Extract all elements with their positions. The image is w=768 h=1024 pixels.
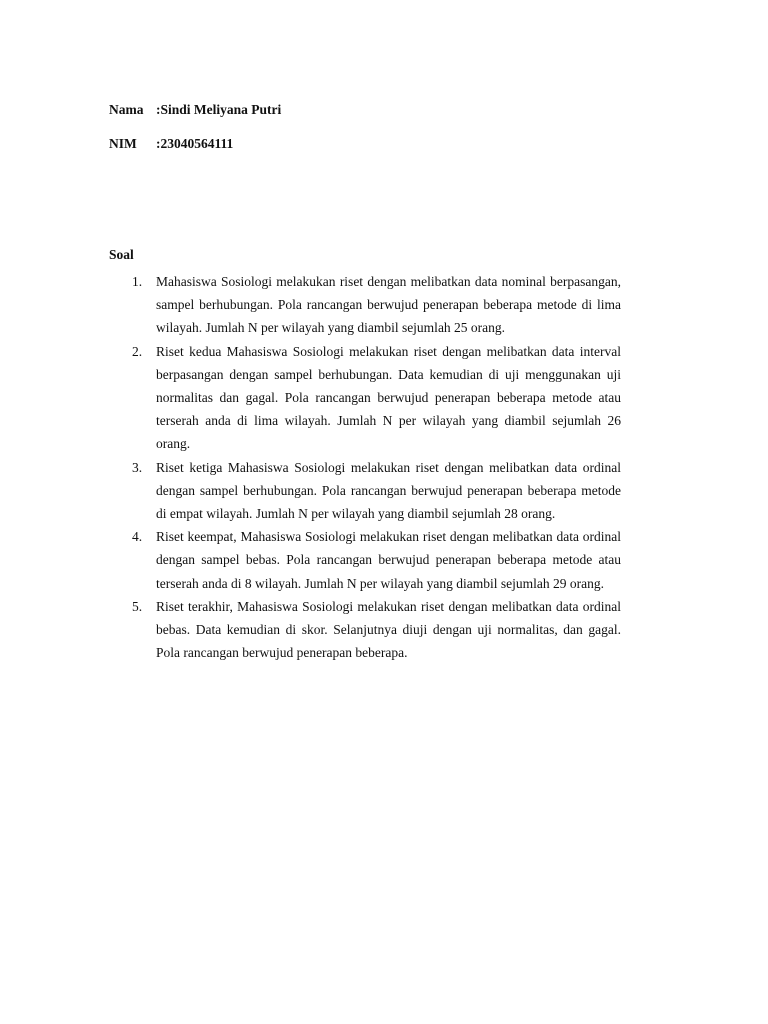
question-number: 3. xyxy=(132,459,143,475)
question-item xyxy=(109,340,621,456)
name-label: Nama xyxy=(109,102,144,117)
question-item xyxy=(109,525,621,595)
question-number: 1. xyxy=(132,274,143,289)
nim-value: :23040564111 xyxy=(156,136,234,151)
question-text: Riset kedua Mahasiswa Sosiologi melakukan riset dengan melibatkan data interval berpasangan dengan sampel berhubungan. Data kemudian di uji menggunakan uji normalitas dan gagal. Pola rancangan berwujud penerapan beberapa metode atau terserah anda di lima wilayah. Jumlah N per wilayah yang diambil sejumlah 26 orang. xyxy=(156,343,621,452)
question-item xyxy=(109,270,621,340)
question-text: Mahasiswa Sosiologi melakukan riset dengan melibatkan data nominal berpasangan, sampel berhubungan. Pola rancangan berwujud penerapan beberapa metode di lima wilayah. Jumlah N per wilayah yang diambil sejumlah 25 orang. xyxy=(156,274,621,336)
nim-label: NIM xyxy=(109,136,137,151)
question-text: Riset keempat, Mahasiswa Sosiologi melakukan riset dengan melibatkan data ordinal dengan sampel bebas. Pola rancangan berwujud penerapan beberapa metode atau terserah anda di 8 wilayah. Jumlah N per wilayah yang diambil sejumlah 29 orang. xyxy=(156,529,621,591)
question-text: Riset terakhir, Mahasiswa Sosiologi melakukan riset dengan melibatkan data ordinal bebas. Data kemudian di skor. Selanjutnya diuji dengan uji normalitas, dan gagal. Pola rancangan berwujud penerapan beberapa. xyxy=(156,598,621,661)
name-field xyxy=(109,102,281,118)
question-number: 5. xyxy=(132,598,143,614)
name-value: :Sindi Meliyana Putri xyxy=(156,102,282,117)
question-number: 2. xyxy=(132,343,143,359)
question-text: Riset ketiga Mahasiswa Sosiologi melakukan riset dengan melibatkan data ordinal dengan sampel berhubungan. Pola rancangan berwujud penerapan beberapa metode di empat wilayah. Jumlah N per wilayah yang diambil sejumlah 28 orang. xyxy=(156,459,621,522)
nim-field xyxy=(109,136,233,152)
question-number: 4. xyxy=(132,529,143,545)
section-heading: Soal xyxy=(109,247,134,262)
question-list xyxy=(109,270,621,664)
question-item xyxy=(109,595,621,665)
question-item xyxy=(109,456,621,526)
